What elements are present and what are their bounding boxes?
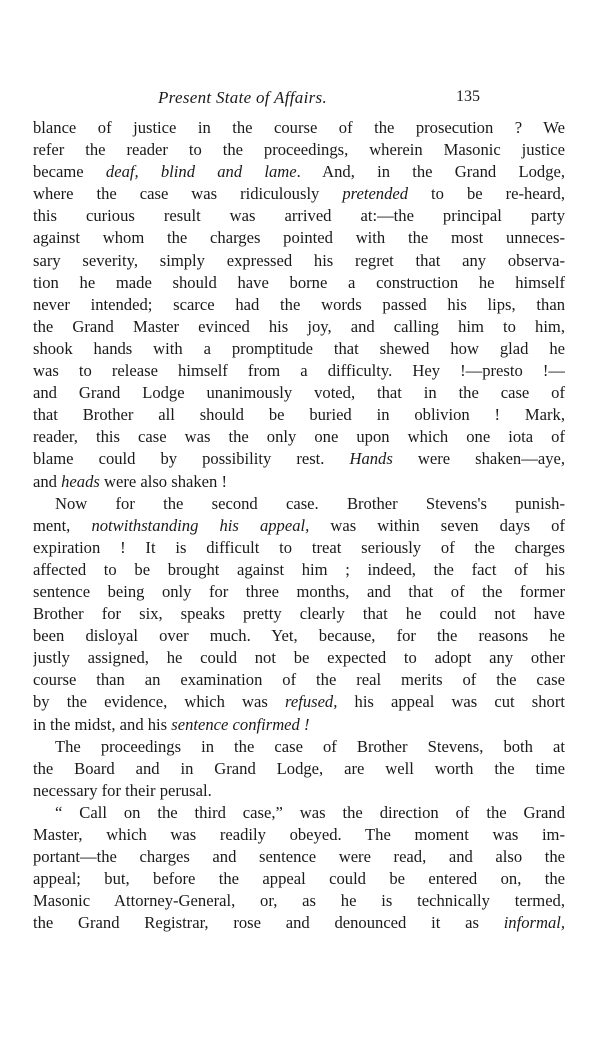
text-line	[33, 846, 565, 868]
italic-text: refused,	[285, 692, 338, 712]
text-line	[33, 714, 565, 736]
text-segment: blame could by possibility rest.	[33, 449, 350, 469]
text-segment: was within seven days of	[309, 515, 565, 535]
text-segment: “ Call on the third case,” was the direction of the Grand	[55, 802, 565, 822]
text-line	[33, 294, 565, 316]
text-line	[33, 758, 565, 780]
text-line	[33, 316, 565, 338]
text-line	[33, 868, 565, 890]
text-line	[33, 559, 565, 581]
text-segment: the Grand Registrar, rose and denounced it as	[33, 913, 504, 933]
text-line	[33, 515, 565, 537]
text-segment: Now for the second case. Brother Stevens's punish-	[55, 493, 565, 513]
text-line	[33, 227, 565, 249]
text-line	[33, 802, 565, 824]
text-line	[33, 272, 565, 294]
text-line	[33, 448, 565, 470]
text-segment: been disloyal over much. Yet, because, for the reasons he	[33, 626, 565, 646]
text-segment: to be re-heard,	[408, 184, 565, 204]
text-segment: ment,	[33, 515, 92, 535]
text-segment: justly assigned, he could not be expected to adopt any other	[33, 648, 565, 668]
text-line	[33, 912, 565, 934]
text-segment: sentence being only for three months, and that of the former	[33, 581, 565, 601]
text-segment: shook hands with a promptitude that shewed how glad he	[33, 338, 565, 358]
text-line	[33, 537, 565, 559]
text-segment: became	[33, 162, 106, 182]
text-line	[33, 581, 565, 603]
text-line	[33, 117, 565, 139]
text-line	[33, 669, 565, 691]
text-segment: affected to be brought against him ; indeed, the fact of his	[33, 559, 565, 579]
text-segment: tion he made should have borne a construction he himself	[33, 272, 565, 292]
text-line	[33, 890, 565, 912]
text-segment: against whom the charges pointed with the most unneces-	[33, 228, 565, 248]
text-segment: were also shaken !	[99, 471, 227, 491]
text-line	[33, 493, 565, 515]
text-segment: reader, this case was the only one upon which one iota of	[33, 427, 565, 447]
text-line	[33, 471, 565, 493]
text-line	[33, 139, 565, 161]
text-line	[33, 205, 565, 227]
italic-text: Hands	[349, 449, 393, 469]
italic-text: notwithstanding his appeal,	[91, 515, 310, 535]
text-segment: Master, which was readily obeyed. The moment was im-	[33, 825, 565, 844]
text-segment: this curious result was arrived at:—the principal party	[33, 206, 565, 226]
italic-text: heads	[61, 471, 100, 491]
text-line	[33, 824, 565, 846]
text-segment: portant—the charges and sentence were read, and also the	[33, 847, 565, 867]
text-segment: the Grand Master evinced his joy, and calling him to him,	[33, 316, 565, 336]
text-segment: refer the reader to the proceedings, wherein Masonic justice	[33, 140, 565, 160]
page-number: 135	[456, 88, 480, 105]
text-line	[33, 183, 565, 205]
text-segment: expiration ! It is difficult to treat seriously of the charges	[33, 537, 565, 557]
text-segment: appeal; but, before the appeal could be entered on, the	[33, 869, 565, 889]
text-line	[33, 382, 565, 404]
text-line	[33, 250, 565, 272]
text-segment: never intended; scarce had the words passed his lips, than	[33, 294, 565, 314]
text-segment: sary severity, simply expressed his regret that any observa-	[33, 250, 565, 270]
text-line	[33, 647, 565, 669]
text-segment: Masonic Attorney-General, or, as he is technically termed,	[33, 891, 565, 911]
text-line	[33, 338, 565, 360]
italic-text: sentence confirmed !	[171, 714, 310, 734]
text-segment: blance of justice in the course of the prosecution ? We	[33, 118, 565, 137]
italic-text: informal,	[503, 913, 565, 933]
text-line	[33, 736, 565, 758]
text-segment: in the midst, and his	[33, 714, 172, 734]
text-segment: and Grand Lodge unanimously voted, that in the case of	[33, 383, 565, 403]
text-segment: Brother for six, speaks pretty clearly that he could not have	[33, 604, 565, 624]
text-segment: was to release himself from a difficulty. Hey !—presto !—	[33, 361, 565, 381]
italic-text: pretended	[342, 184, 409, 204]
page-header	[0, 88, 601, 112]
body-text	[33, 117, 565, 934]
text-line	[33, 161, 565, 183]
text-line	[33, 360, 565, 382]
italic-text: deaf, blind and lame	[105, 162, 297, 182]
text-segment: where the case was ridiculously	[33, 184, 343, 204]
text-line	[33, 780, 565, 802]
text-segment: . And, in the Grand Lodge,	[296, 162, 565, 182]
text-segment: by the evidence, which was	[33, 692, 285, 712]
text-segment: his appeal was cut short	[337, 692, 565, 712]
text-line	[33, 691, 565, 713]
text-line	[33, 404, 565, 426]
text-line	[33, 426, 565, 448]
text-line	[33, 625, 565, 647]
text-segment: necessary for their perusal.	[33, 780, 212, 800]
text-line	[33, 603, 565, 625]
text-segment: were shaken—aye,	[392, 449, 565, 469]
text-segment: the Board and in Grand Lodge, are well worth the time	[33, 758, 565, 778]
text-segment: that Brother all should be buried in oblivion ! Mark,	[33, 405, 565, 425]
text-segment: and	[33, 471, 62, 491]
text-segment: The proceedings in the case of Brother Stevens, both at	[55, 736, 565, 756]
text-segment: course than an examination of the real merits of the case	[33, 670, 565, 690]
running-title: Present State of Affairs.	[158, 88, 327, 107]
